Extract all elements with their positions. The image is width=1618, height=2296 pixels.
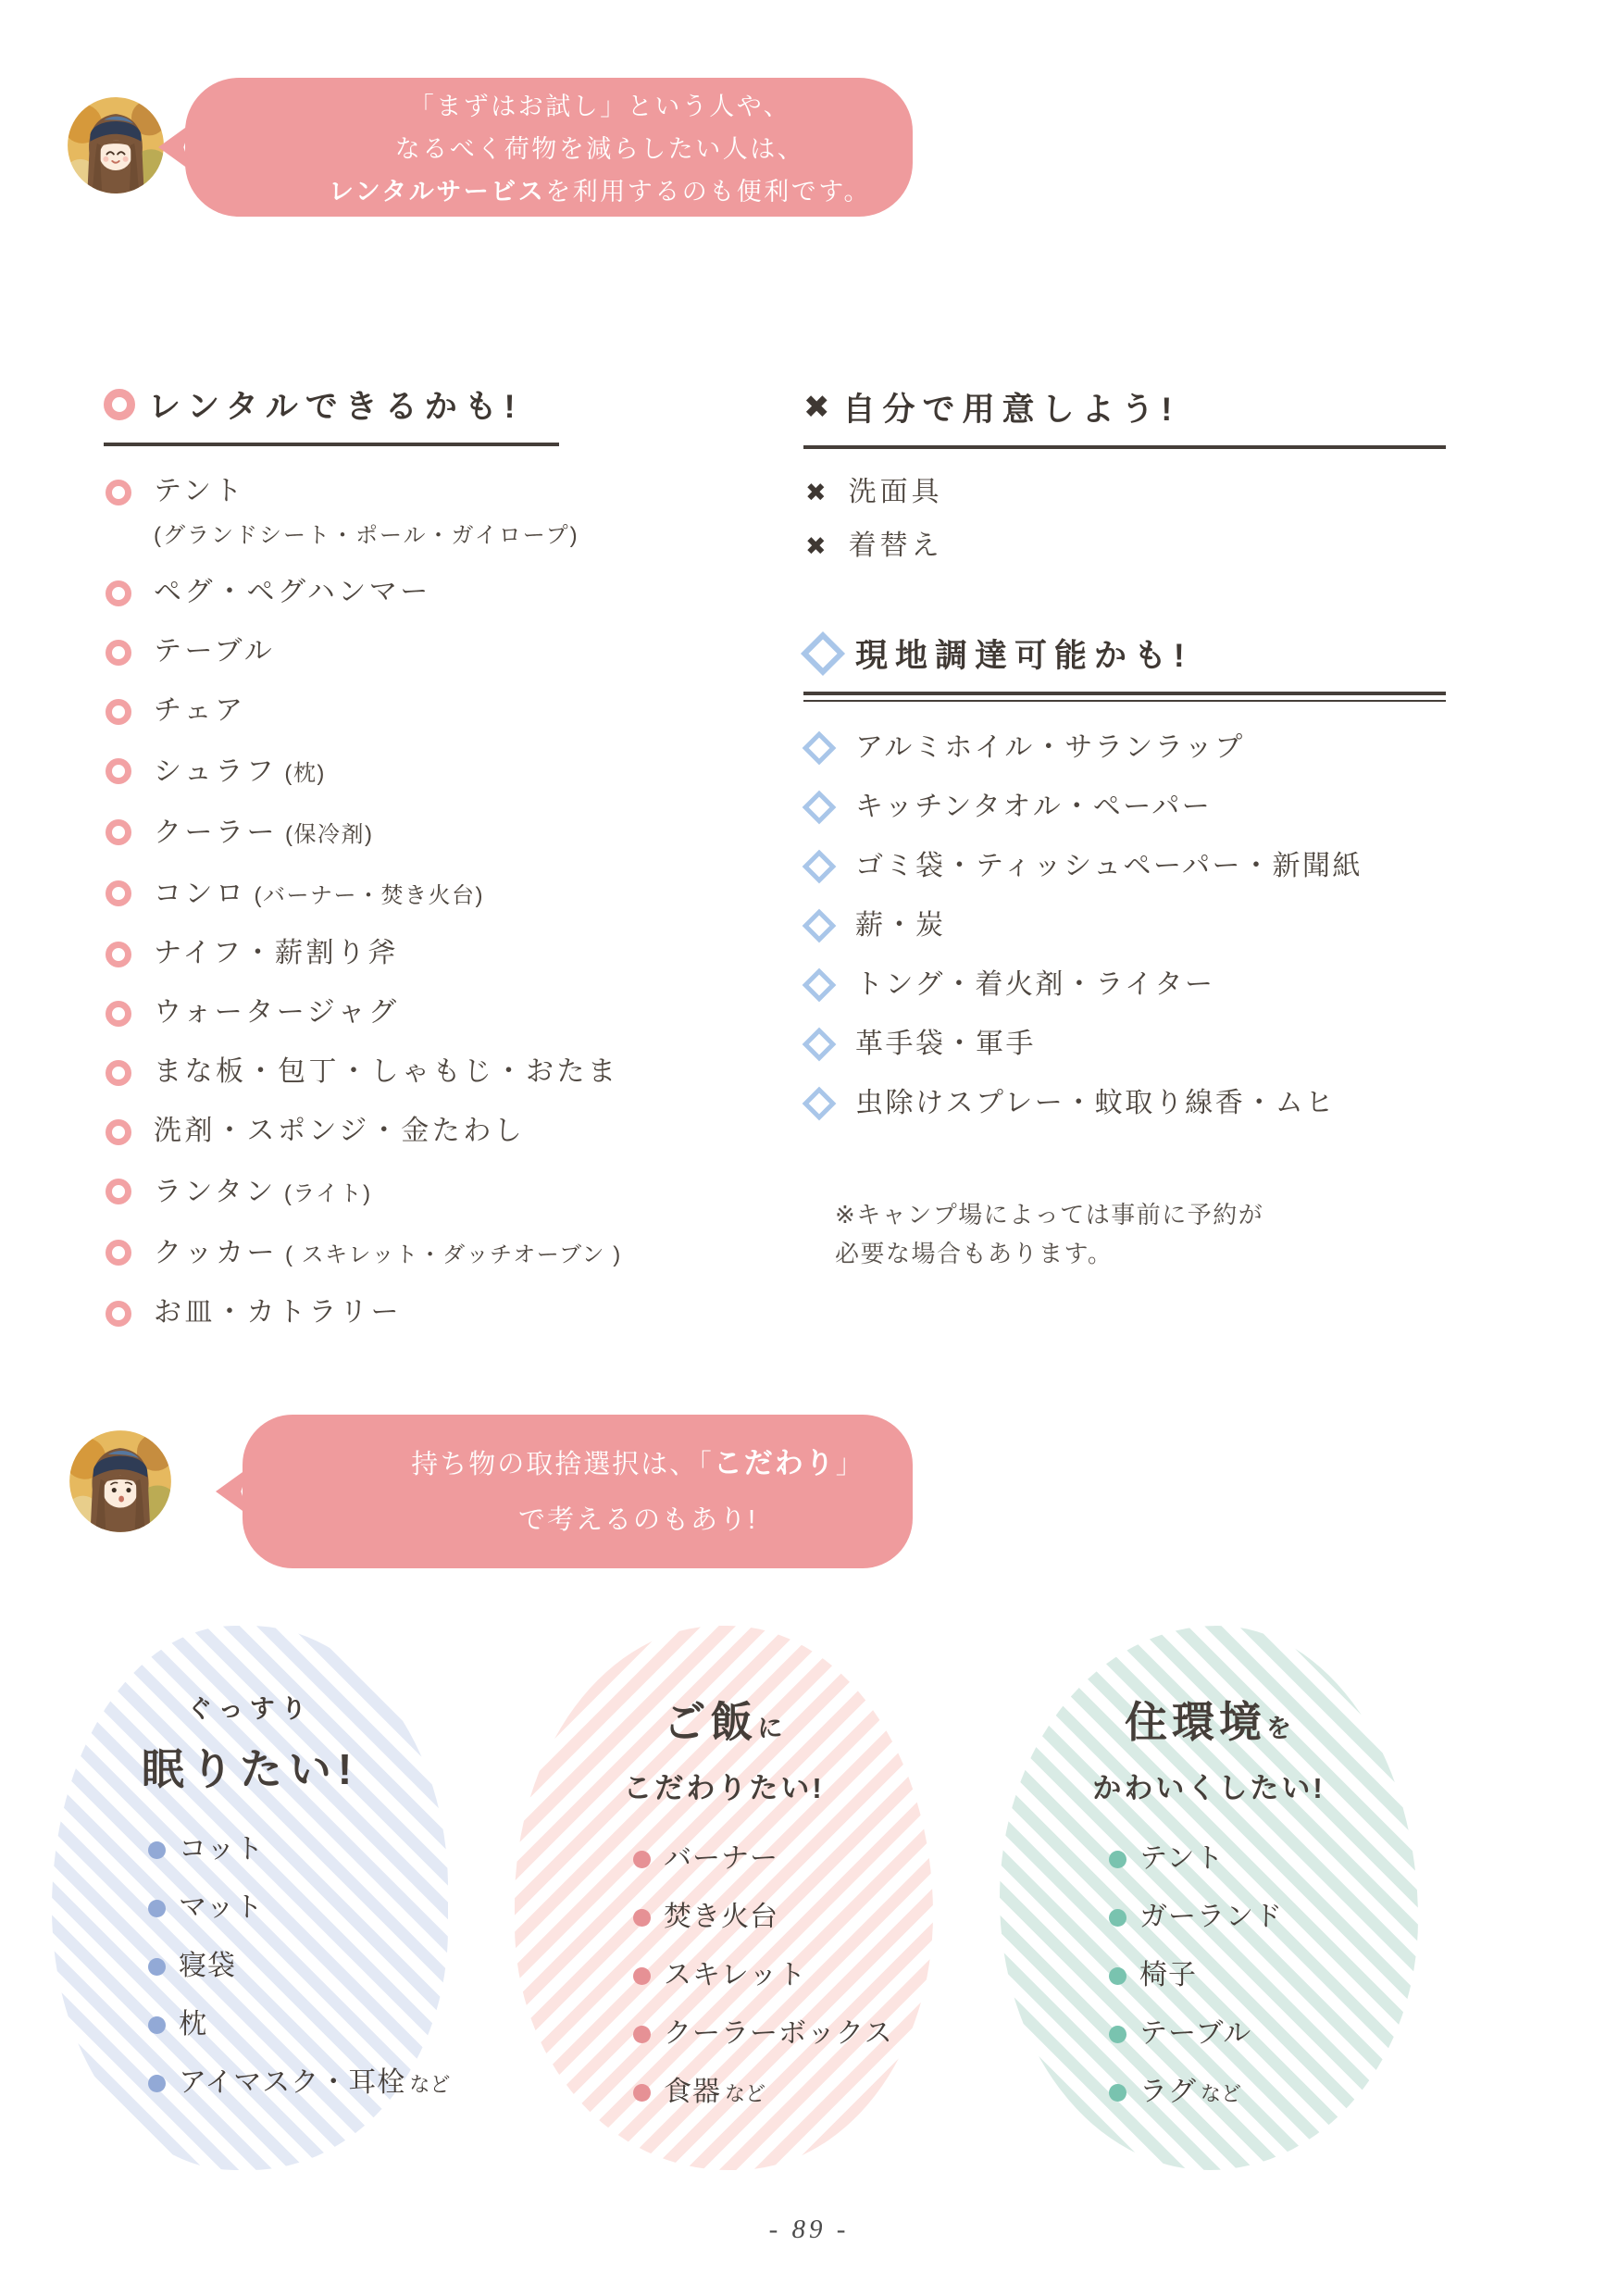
item-label: テーブル [154,636,276,667]
dot-bullet-icon [148,1900,166,1917]
card-item-list [515,1843,897,2135]
speech-bubble-kodawari [243,1415,913,1568]
list-item [1109,1843,1287,1875]
item-label: クーラーボックス [664,2018,893,2049]
rental-header [104,381,559,443]
item-label: 虫除けスプレー・蚊取り線香・ムヒ [855,1088,1336,1118]
list-item: 食器 など [633,2077,897,2108]
card-item-list [1000,1843,1287,2135]
dot-bullet-icon [633,2026,651,2043]
circle-bullet-icon [106,942,131,967]
speech-post: 」 [835,1450,865,1479]
x-bullet-icon: ✖ [805,532,827,560]
self-prepare-title: 自分で用意しよう! [842,392,1180,428]
item-label: 革手袋・軍手 [855,1029,1036,1059]
circle-bullet-icon [106,699,131,725]
item-label: 椅子 [1139,1960,1197,1990]
list-item [803,731,1446,764]
diamond-bullet-icon [803,1086,837,1120]
list-item [104,997,559,1029]
speech-line: で考えるのもあり! [517,1505,758,1535]
speech-line [287,170,913,213]
diamond-icon [801,631,845,676]
card-item-list [52,1834,450,2126]
list-item [633,1902,897,1933]
dot-bullet-icon [633,1851,651,1868]
circle-bullet-icon [106,1060,131,1086]
item-label: トング・着火剤・ライター [855,969,1215,1000]
speech-line: なるべく荷物を減らしたい人は、 [394,135,805,163]
speech-line: 「まずはお試し」という人や、 [408,93,791,120]
item-sub: (枕) [284,761,326,786]
rental-list [104,476,622,1329]
diamond-bullet-icon [803,967,837,1002]
local-title: 現地調達可能かも! [855,638,1192,674]
dot-bullet-icon [633,1967,651,1985]
card-title-line1 [664,1689,785,1750]
note-line: ※キャンプ場によっては事前に予約が [835,1201,1264,1229]
list-item [104,695,559,727]
rule-line [104,443,559,446]
card-title-line2: こだわりたい! [623,1772,825,1804]
circle-bullet-icon [106,1179,131,1204]
card-title-particle: に [757,1715,785,1742]
list-item [148,1951,450,1982]
list-item [1109,1960,1287,1991]
item-label: テント [154,476,245,506]
circle-ring-icon [104,389,135,420]
speech-line [363,1436,913,1492]
diamond-bullet-icon [803,730,837,765]
item-label: マット [179,1892,264,1923]
reservation-note [803,1195,1446,1273]
item-label: シュラフ [154,756,278,787]
card-title-particle: を [1266,1715,1293,1742]
item-label: お皿・カトラリー [154,1297,402,1328]
list-item [104,877,559,910]
list-item: ラグ など [1109,2077,1287,2108]
list-item [803,909,1446,942]
x-mark-icon: ✖ [803,390,830,425]
card-title-line1 [1125,1689,1293,1750]
item-label: クッカー [154,1238,278,1268]
list-item [633,1843,897,1875]
item-label: 焚き火台 [664,1902,778,1932]
dot-bullet-icon [1109,1909,1126,1927]
diamond-bullet-icon [803,908,837,942]
list-item [803,477,1446,508]
item-sub: ( スキレット・ダッチオーブン ) [285,1242,622,1267]
list-item [148,2009,450,2040]
list-item [104,938,559,969]
dot-bullet-icon [148,1958,166,1976]
card-food [515,1626,933,2170]
item-label: バーナー [664,1843,778,1874]
circle-bullet-icon [106,480,131,505]
item-label: チェア [154,695,246,726]
list-item: アイマスク・耳栓 など [148,2067,450,2099]
circle-bullet-icon [106,580,131,606]
card-title-big: 住環境 [1125,1698,1266,1746]
item-sub: (保冷剤) [285,822,374,847]
item-label: スキレット [664,1960,807,1990]
list-item [104,1056,619,1088]
item-subline: (グランドシート・ポール・ガイロープ) [154,523,579,548]
item-label: テント [1139,1843,1225,1874]
dot-bullet-icon [148,2075,166,2092]
circle-bullet-icon [106,1119,131,1145]
girl-smiling-avatar-icon [67,96,165,194]
card-title-small: ぐっすり [187,1695,313,1723]
circle-bullet-icon [106,819,131,845]
list-item [633,1960,897,1991]
note-line: 必要な場合もあります。 [835,1240,1114,1267]
item-label: ウォータージャグ [154,997,400,1028]
avatar-illustration [67,96,165,194]
girl-surprised-avatar-icon [68,1429,172,1533]
speech-bubble-tail [216,1467,249,1516]
item-label: ラグ [1139,2077,1197,2107]
rental-title: レンタルできるかも! [148,389,523,425]
list-item [803,850,1446,882]
list-item [148,1892,450,1924]
speech-rest: を利用するのも便利です。 [545,178,872,206]
list-item [633,2018,897,2050]
speech-bubble-rental [185,78,913,217]
item-label: クーラー [154,817,278,848]
rule-line [803,445,1446,449]
list-item [803,968,1446,1001]
list-item [803,1028,1446,1060]
item-label: 枕 [179,2009,207,2040]
list-item [803,791,1446,823]
circle-bullet-icon [106,1301,131,1327]
diamond-bullet-icon [803,1027,837,1061]
rental-section [104,381,622,1356]
list-item [148,1834,450,1866]
item-label: 食器 [664,2077,721,2107]
list-item [803,530,1446,562]
item-label: キッチンタオル・ペーパー [855,792,1213,822]
list-item [1109,1902,1287,1933]
item-label: 着替え [848,530,943,561]
circle-bullet-icon [106,1240,131,1266]
dot-bullet-icon [148,1841,166,1859]
speech-pre: 持ち物の取捨選択は、「 [411,1450,714,1479]
avatar-illustration [68,1429,172,1533]
item-label: アルミホイル・サランラップ [855,732,1245,763]
list-item [104,1297,559,1329]
local-header [803,630,1446,692]
list-item [104,636,559,668]
item-label: 洗剤・スポンジ・金たわし [154,1116,526,1146]
item-label: コンロ [154,879,247,909]
dot-bullet-icon [1109,1967,1126,1985]
list-item [104,755,559,788]
item-label: ランタン [154,1177,277,1207]
dot-bullet-icon [1109,2026,1126,2043]
item-label: テーブル [1139,2018,1252,2049]
item-label: 薪・炭 [855,910,946,941]
item-label: 寝袋 [179,1951,236,1981]
item-label: まな板・包丁・しゃもじ・おたま [154,1056,619,1087]
dot-bullet-icon [1109,2084,1126,2102]
circle-bullet-icon [106,758,131,784]
circle-bullet-icon [106,880,131,906]
speech-bubble-tail [158,123,192,171]
self-prepare-section [803,384,1446,1273]
dot-bullet-icon [633,1909,651,1927]
circle-bullet-icon [106,1001,131,1027]
self-prepare-list [803,477,1446,562]
item-label: ペグ・ペグハンマー [154,577,431,607]
speech-bold: こだわり [713,1447,836,1479]
diamond-bullet-icon [803,790,837,824]
list-item [104,577,559,608]
item-label: コット [179,1834,265,1865]
item-label: アイマスク・耳栓 [179,2067,406,2098]
card-title-big: 眠りたい! [141,1745,359,1793]
card-sleep [52,1626,451,2170]
item-label: 洗面具 [848,477,943,507]
card-title-line2: かわいくしたい! [1092,1772,1326,1804]
page-number: - 89 - [768,2215,850,2244]
dot-bullet-icon [148,2016,166,2034]
item-sub: (ライト) [283,1181,372,1206]
item-label: ゴミ袋・ティッシュペーパー・新聞紙 [855,851,1363,881]
list-item [803,1087,1446,1119]
list-item [104,1116,559,1147]
item-label: ガーランド [1139,1902,1283,1932]
double-rule-line [803,692,1446,702]
self-prepare-header [803,384,1446,445]
list-item [104,816,559,849]
item-label: ナイフ・薪割り斧 [154,938,399,968]
x-bullet-icon: ✖ [805,479,827,506]
speech-bold: レンタルサービス [328,178,546,206]
item-sub: (バーナー・焚き火台) [254,883,484,908]
local-list [803,731,1446,1119]
list-item [104,1236,622,1269]
circle-bullet-icon [106,640,131,666]
dot-bullet-icon [633,2084,651,2102]
list-item [104,476,579,549]
card-living [1000,1626,1418,2170]
list-item [104,1175,559,1208]
dot-bullet-icon [1109,1851,1126,1868]
card-title-big: ご飯 [663,1698,758,1746]
diamond-bullet-icon [803,849,837,883]
list-item [1109,2018,1287,2050]
